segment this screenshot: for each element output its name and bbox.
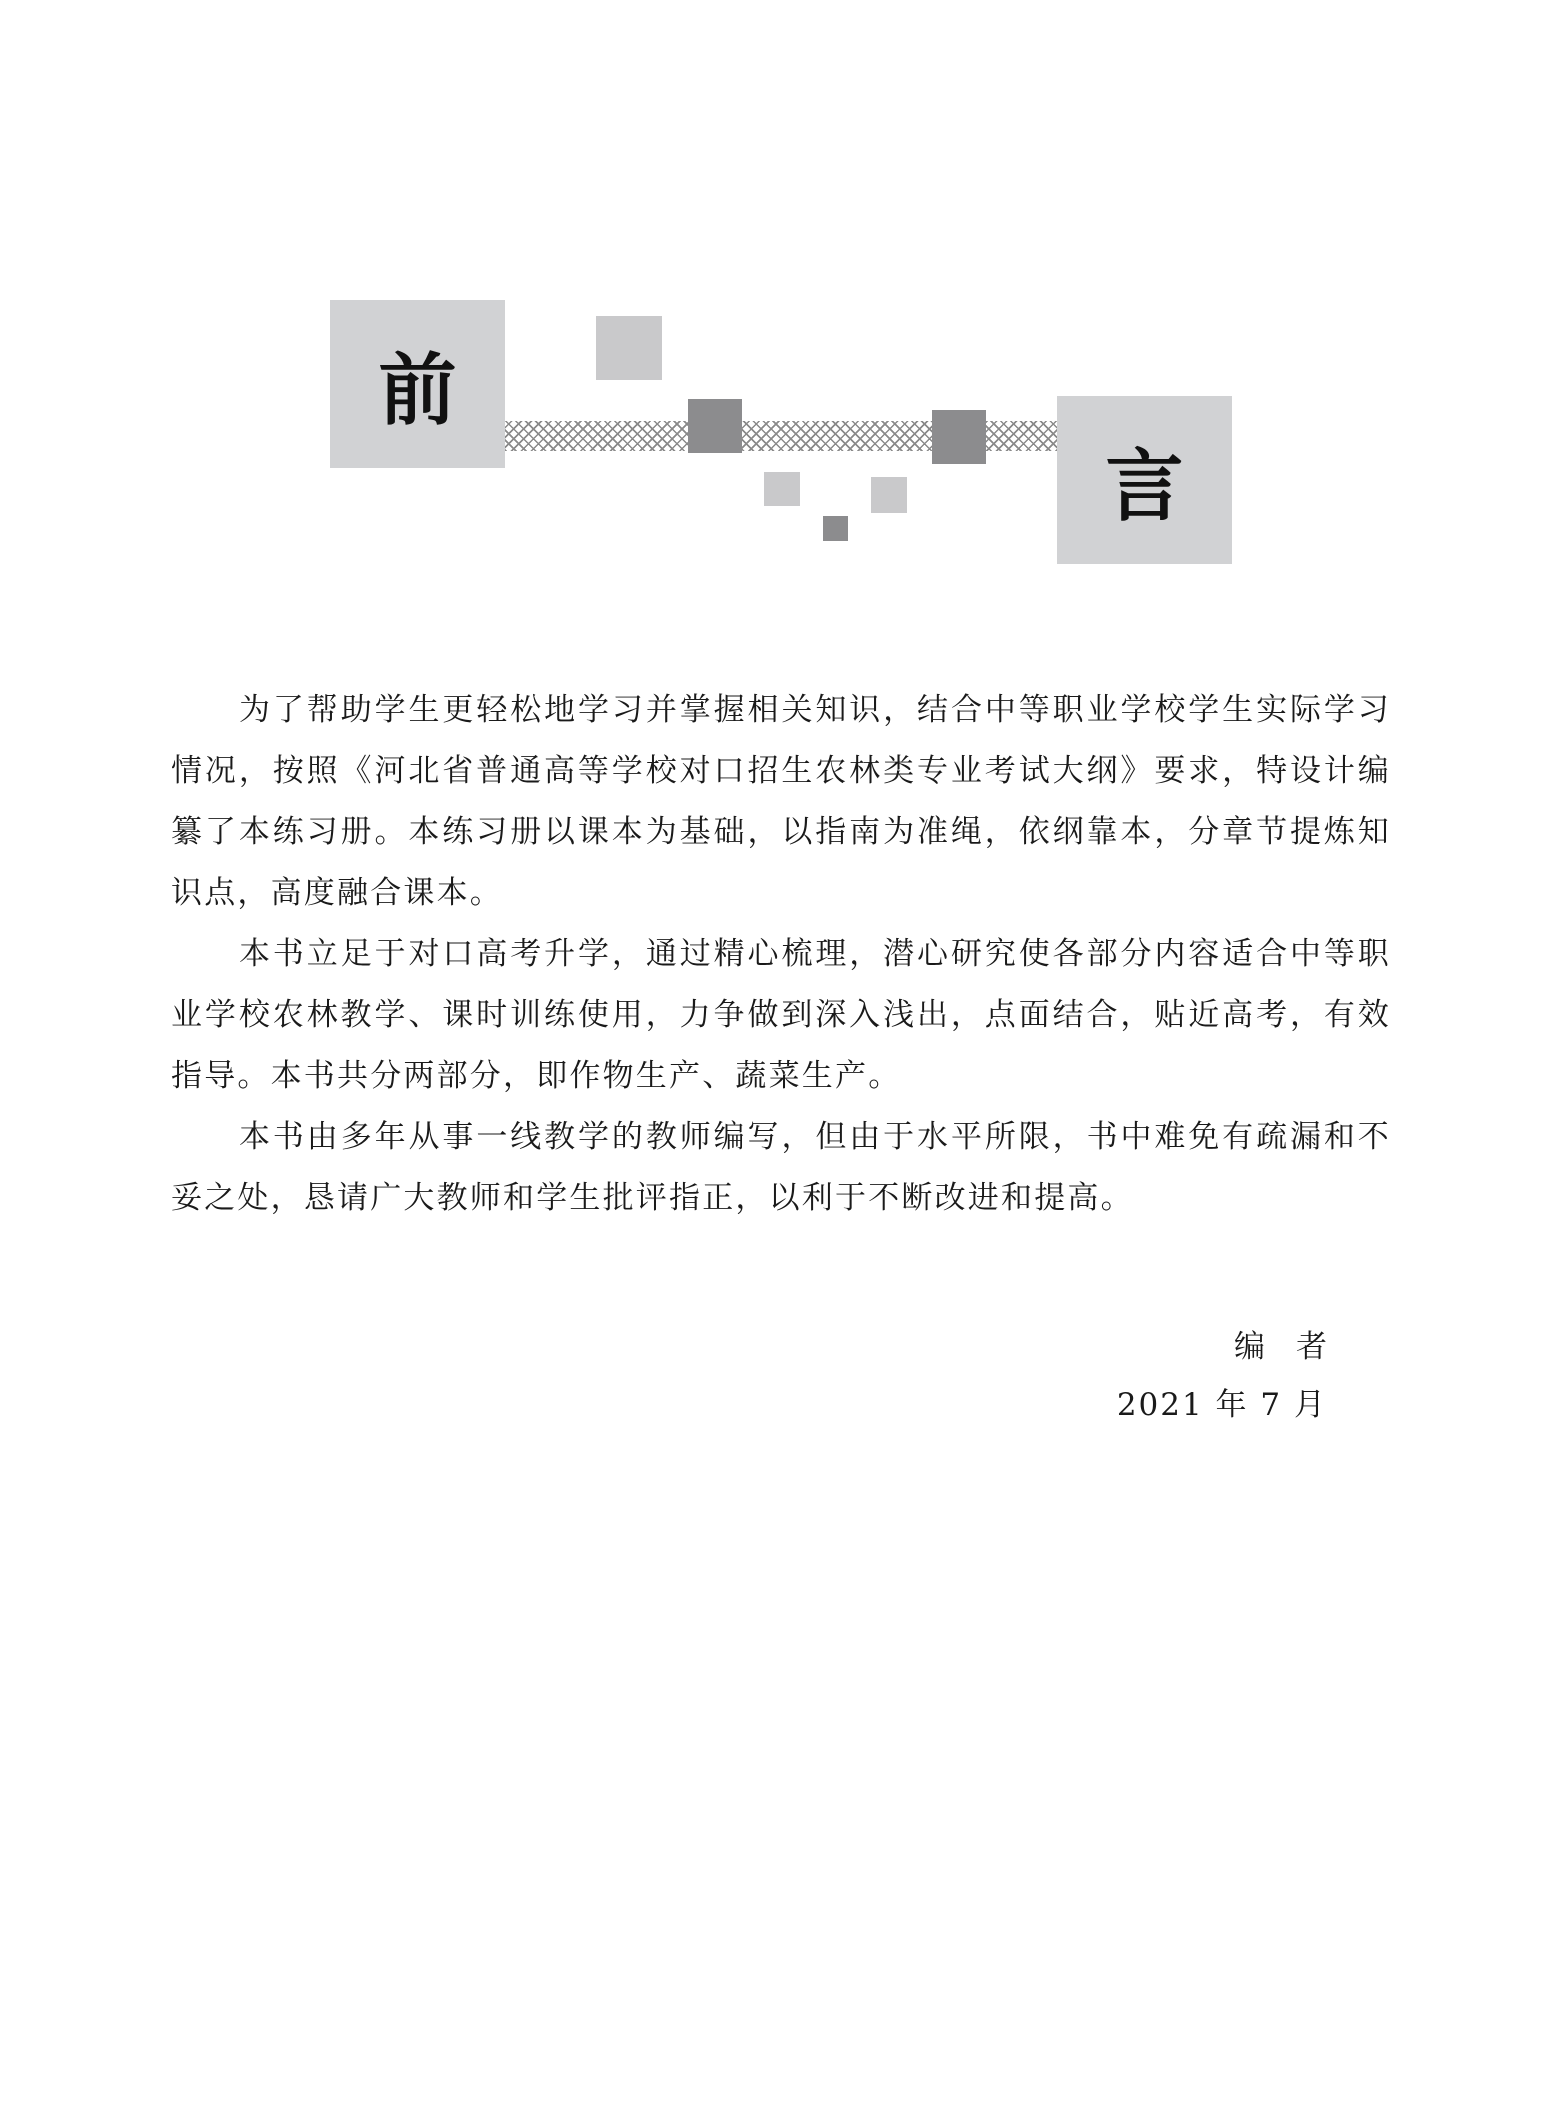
decorative-square xyxy=(871,477,907,513)
title-char-box-1 xyxy=(330,300,505,468)
author-signature: 编 者 xyxy=(1234,1329,1327,1365)
title-char-2: 言 xyxy=(1105,442,1184,532)
paragraph-1: 为了帮助学生更轻松地学习并掌握相关知识，结合中等职业学校学生实际学习情况，按照《河北省普通高等学校对口招生农林类专业考试大纲》要求，特设计编纂了本练习册。本练习册以课本为基础，以指南为准绳，依纲靠本，分章节提炼知识点，高度融合课本。 xyxy=(171,692,1391,911)
decorative-square xyxy=(764,472,800,506)
paragraph-2: 本书立足于对口高考升学，通过精心梳理，潜心研究使各部分内容适合中等职业学校农林教学、课时训练使用，力争做到深入浅出，点面结合，贴近高考，有效指导。本书共分两部分，即作物生产、蔬菜生产。 xyxy=(171,936,1391,1094)
preface-title-decoration xyxy=(0,0,1549,600)
decorative-square xyxy=(932,410,986,464)
decorative-square xyxy=(688,399,742,453)
title-char-box-2 xyxy=(1057,396,1232,564)
signature-block xyxy=(1117,1318,1327,1434)
decorative-square xyxy=(823,516,848,541)
preface-body xyxy=(171,680,1391,1229)
paragraph-3: 本书由多年从事一线教学的教师编写，但由于水平所限，书中难免有疏漏和不妥之处，恳请广大教师和学生批评指正，以利于不断改进和提高。 xyxy=(171,1119,1391,1216)
signature-date: 2021 年 7 月 xyxy=(1116,1387,1327,1423)
title-char-1: 前 xyxy=(378,346,457,436)
decorative-square xyxy=(596,316,662,380)
